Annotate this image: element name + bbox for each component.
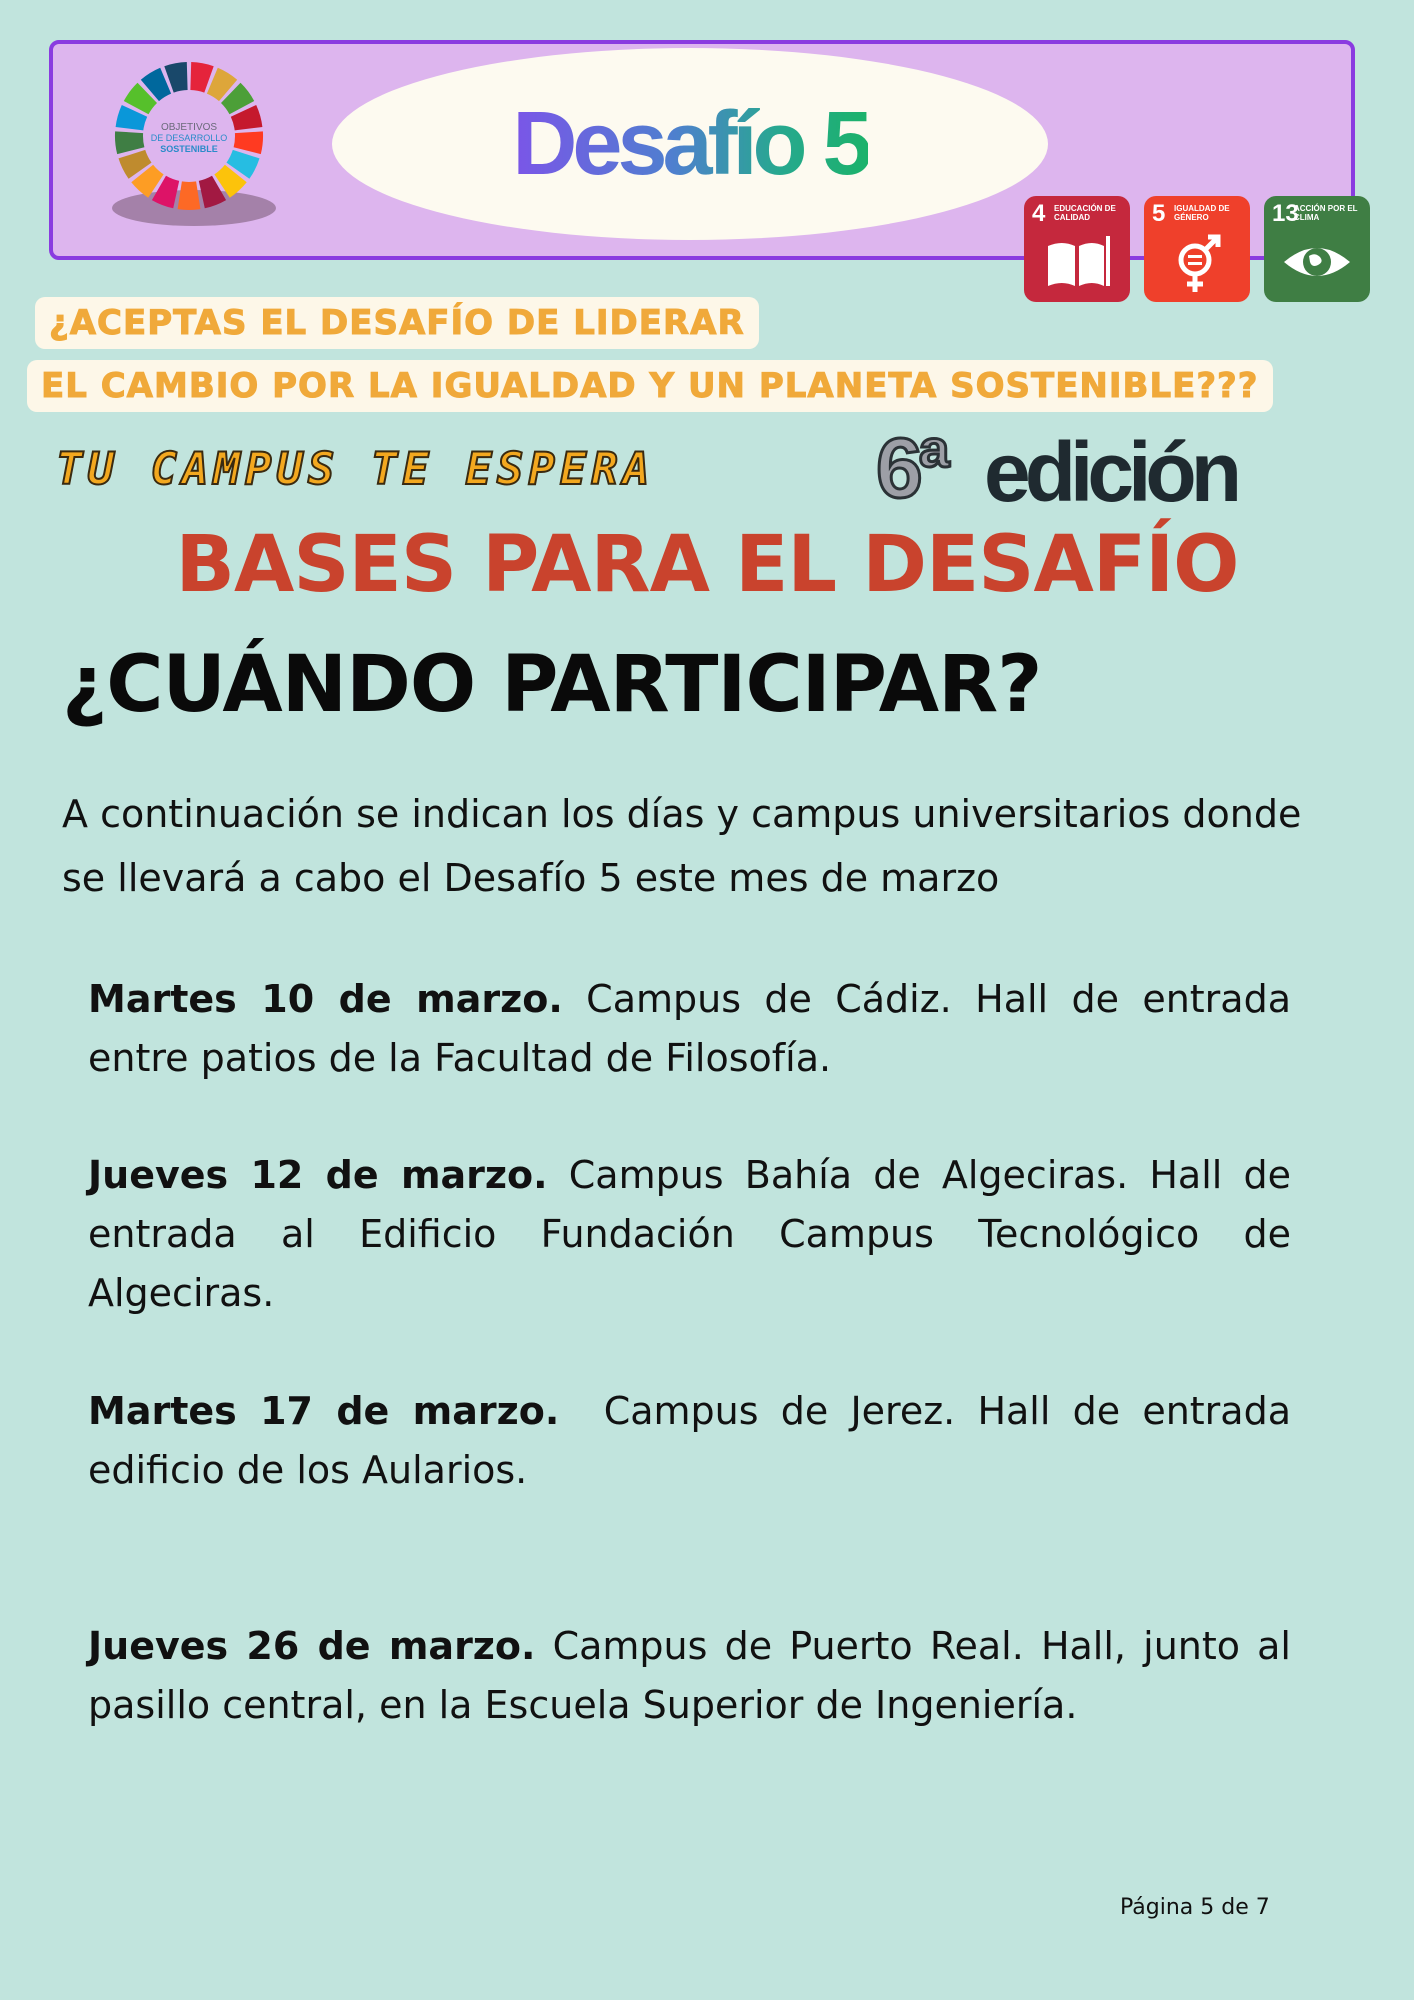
sdg-wheel-segment (115, 131, 144, 154)
book-icon (1042, 232, 1112, 294)
sdg-tile-5 (1144, 196, 1250, 302)
eye-globe-icon (1282, 232, 1352, 294)
sdg-wheel-text-2: DE DESARROLLO (150, 133, 228, 143)
section-heading: BASES PARA EL DESAFÍO (175, 520, 1239, 610)
entry-text: Campus de Puerto Real. Hall, junto al pasillo central, en la Escuela Superior de Ingeniería. (88, 1624, 1291, 1727)
sdg-wheel-segment (234, 131, 263, 154)
sdg-wheel-text-1: OBJETIVOS (160, 122, 218, 133)
entry-text: Campus de Jerez. Hall de entrada edificio de los Aularios. (88, 1389, 1304, 1492)
sdg-tile-13 (1264, 196, 1370, 302)
sdg-wheel-segment (178, 181, 201, 210)
page-title: Desafío 5 (512, 94, 868, 194)
title-oval (332, 48, 1048, 240)
gender-equality-icon (1162, 232, 1232, 294)
entry-date: Jueves 12 de marzo. (88, 1153, 548, 1197)
campus-banner: TU CAMPUS TE ESPERA (56, 444, 655, 495)
entry-text: Campus Bahía de Algeciras. Hall de entrada al Edificio Fundación Campus Tecnológico de Algeciras. (88, 1153, 1291, 1315)
intro-paragraph: A continuación se indican los días y campus universitarios donde se llevará a cabo el Desafío 5 este mes de marzo (62, 792, 1302, 900)
sdg-tile-number: 4 (1032, 200, 1046, 227)
sdg-tile-number: 13 (1272, 200, 1299, 227)
sdg-wheel-text-3: SOSTENIBLE (160, 144, 218, 154)
schedule-entry (88, 1146, 1291, 1323)
entry-date: Martes 17 de marzo. (88, 1389, 560, 1433)
tagline-line-2: EL CAMBIO POR LA IGUALDAD Y UN PLANETA SOSTENIBLE??? (27, 360, 1273, 412)
tagline-line-1: ¿ACEPTAS EL DESAFÍO DE LIDERAR (35, 297, 759, 349)
schedule-entry (88, 1382, 1304, 1500)
edition-number: 6ª (876, 421, 946, 515)
sdg-tile-label: ACCIÓN POR EL CLIMA (1294, 204, 1358, 222)
sdg-tile-label: EDUCACIÓN DE CALIDAD (1054, 204, 1116, 222)
entry-date: Jueves 26 de marzo. (88, 1624, 536, 1668)
schedule-entry (88, 970, 1291, 1088)
entry-text: Campus de Cádiz. Hall de entrada entre patios de la Facultad de Filosofía. (88, 977, 1291, 1080)
page-number: Página 5 de 7 (1120, 1895, 1270, 1920)
subheading: ¿CUÁNDO PARTICIPAR? (62, 640, 1042, 730)
sdg-wheel-logo (94, 58, 284, 234)
sdg-tile-number: 5 (1152, 200, 1166, 227)
edition-word: edición (984, 425, 1237, 519)
sdg-tile-label: IGUALDAD DE GÉNERO (1174, 204, 1230, 222)
schedule-entry (88, 1617, 1291, 1735)
sdg-tile-4 (1024, 196, 1130, 302)
entry-date: Martes 10 de marzo. (88, 977, 563, 1021)
